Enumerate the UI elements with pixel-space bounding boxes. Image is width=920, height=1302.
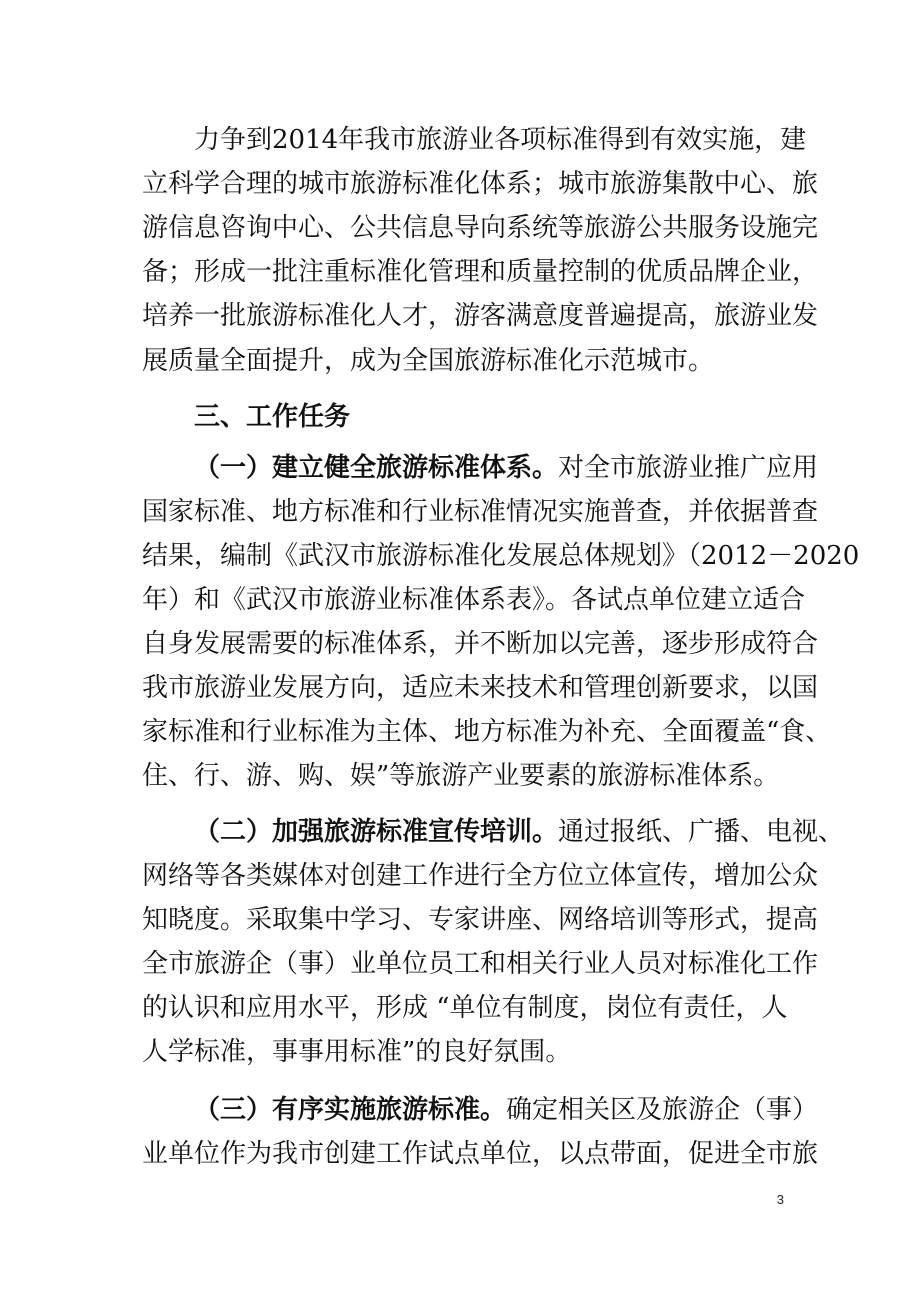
item-title: （三）有序实施旅游标准。	[194, 1095, 507, 1125]
paragraph-line: 游信息咨询中心、公共信息导向系统等旅游公共服务设施完	[142, 213, 819, 243]
item-title: （二）加强旅游标准宣传培训。	[194, 817, 559, 847]
section-heading: 三、工作任务	[194, 402, 351, 432]
paragraph-line: 年）和《武汉市旅游业标准体系表》。各试点单位建立适合	[142, 585, 806, 615]
item-first-line	[194, 1090, 819, 1130]
item-text: 对全市旅游业推广应用	[558, 453, 819, 483]
paragraph-line: 网络等各类媒体对创建工作进行全方位立体宣传，增加公众	[142, 861, 819, 891]
paragraph-line: 业单位作为我市创建工作试点单位，以点带面，促进全市旅	[142, 1139, 819, 1169]
paragraph-line: 知晓度。采取集中学习、专家讲座、网络培训等形式，提高	[142, 905, 819, 935]
paragraph-line: 住、行、游、购、娱”等旅游产业要素的旅游标准体系。	[142, 761, 780, 791]
item-title: （一）建立健全旅游标准体系。	[194, 453, 559, 483]
paragraph-line: 我市旅游业发展方向，适应未来技术和管理创新要求，以国	[142, 673, 819, 703]
paragraph-line: 展质量全面提升，成为全国旅游标准化示范城市。	[142, 346, 715, 376]
paragraph-line: 全市旅游企（事）业单位员工和相关行业人员对标准化工作	[142, 949, 819, 979]
paragraph-line: 力争到2014年我市旅游业各项标准得到有效实施，建	[194, 125, 807, 155]
item-text: 通过报纸、广播、电视、	[558, 817, 845, 847]
paragraph-line: 家标准和行业标准为主体、地方标准为补充、全面覆盖“食、	[142, 717, 832, 747]
item-first-line	[194, 812, 845, 852]
paragraph-line: 结果，编制《武汉市旅游标准化发展总体规划》（2012－2020	[142, 541, 860, 571]
paragraph-line: 的认识和应用水平，形成 “单位有制度，岗位有责任，人	[142, 993, 788, 1023]
item-first-line	[194, 448, 819, 488]
paragraph-line: 人学标准，事事用标准”的良好氛围。	[142, 1037, 572, 1067]
paragraph-line: 国家标准、地方标准和行业标准情况实施普查，并依据普查	[142, 497, 819, 527]
page-number: 3	[776, 1192, 784, 1207]
paragraph-line: 自身发展需要的标准体系，并不断加以完善，逐步形成符合	[142, 629, 819, 659]
paragraph-line: 立科学合理的城市旅游标准化体系；城市旅游集散中心、旅	[142, 169, 819, 199]
item-text: 确定相关区及旅游企（事）	[506, 1095, 819, 1125]
paragraph-line: 备；形成一批注重标准化管理和质量控制的优质品牌企业，	[142, 257, 819, 287]
paragraph-line: 培养一批旅游标准化人才，游客满意度普遍提高，旅游业发	[142, 301, 819, 331]
